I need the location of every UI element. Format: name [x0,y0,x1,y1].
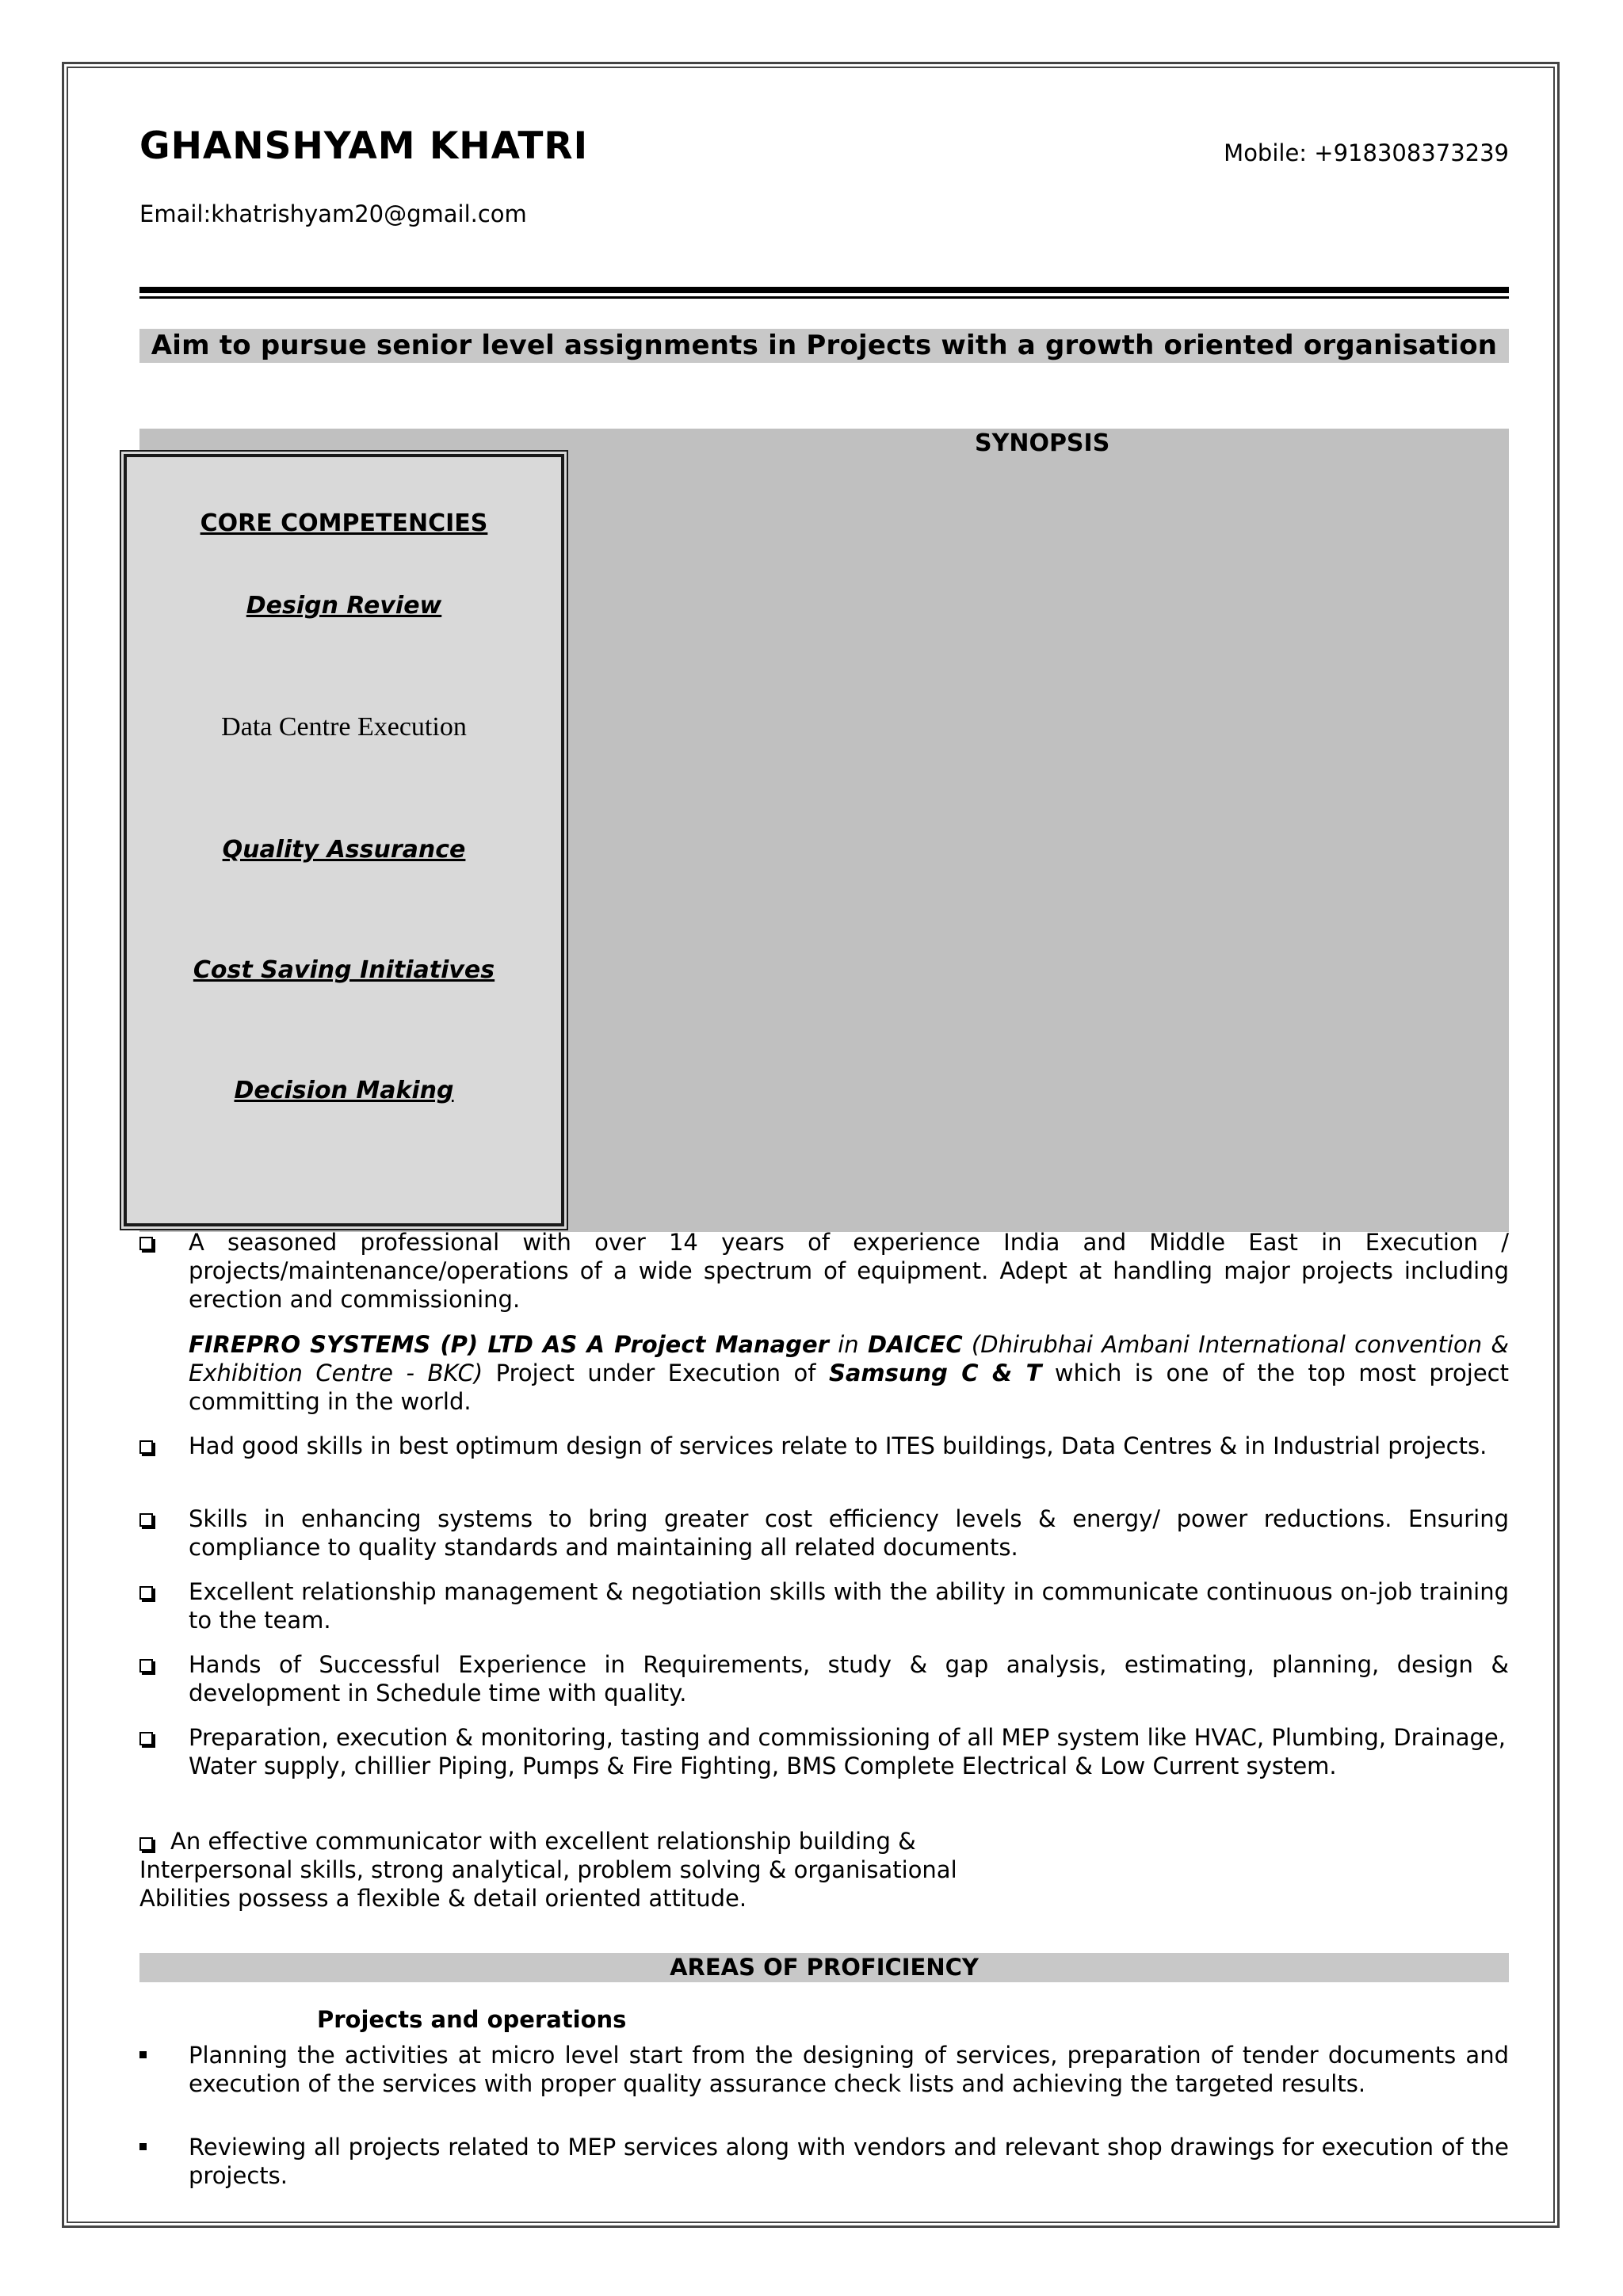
proficiency-banner: AREAS OF PROFICIENCY [139,1953,1509,1982]
competency-item: Design Review [246,592,442,620]
core-competencies-box [124,454,564,1226]
firepro-client: DAICEC [867,1331,963,1358]
header-rule-thin [139,296,1509,299]
firepro-contractor: Samsung C & T [828,1360,1042,1386]
synopsis-point-text: Hands of Successful Experience in Requirements, study & gap analysis, estimating, planning, design & development in Schedule time with quality. [189,1651,1509,1707]
candidate-name: GHANSHYAM KHATRI [139,124,589,168]
checkbox-bullet-icon [139,1513,153,1527]
square-bullet-icon [139,2051,147,2058]
synopsis-point-text: Skills in enhancing systems to bring greater cost efficiency levels & energy/ power reductions. Ensuring compliance to quality standards and maintaining all related documents. [189,1505,1509,1561]
mobile-number: Mobile: +918308373239 [1224,139,1509,166]
firepro-paragraph [189,1330,1509,1416]
core-competencies-title: CORE COMPETENCIES [200,509,488,537]
synopsis-point-text: A seasoned professional with over 14 years of experience India and Middle East in Execution / projects/maintenance/operations of a wide spectrum of equipment. Adept at handling major projects including erection and commissioning. [189,1229,1509,1313]
synopsis-title: SYNOPSIS [975,429,1110,457]
proficiency-item [139,2133,1509,2190]
firepro-tail: which is one of the top most project committing in the world. [189,1360,1509,1415]
synopsis-point [139,1577,1509,1634]
communicator-line: An effective communicator with excellent relationship building & [170,1828,916,1855]
synopsis-point-text: Excellent relationship management & negotiation skills with the ability in communicate continuous on-job training to the team. [189,1578,1509,1634]
header-rule-thick [139,287,1509,293]
competency-item: Data Centre Execution [221,712,467,742]
firepro-client-full: (Dhirubhai Ambani International convention & Exhibition Centre - BKC) [189,1331,1509,1386]
communicator-paragraph [139,1827,1509,1913]
synopsis-point [139,1432,1509,1460]
synopsis-point-text: Preparation, execution & monitoring, tasting and commissioning of all MEP system like HVAC, Plumbing, Drainage, Water supply, chillier Piping, Pumps & Fire Fighting, BMS Complete Electrical & Low Current system. [189,1724,1506,1779]
objective-banner: Aim to pursue senior level assignments in Projects with a growth oriented organisation [139,329,1509,363]
checkbox-bullet-icon [139,1440,153,1454]
firepro-in: in [828,1331,868,1358]
competency-item: Decision Making [234,1077,454,1104]
firepro-company: FIREPRO SYSTEMS (P) LTD AS A Project Manager [189,1331,829,1358]
checkbox-bullet-icon [139,1237,153,1250]
competency-item: Cost Saving Initiatives [193,956,495,984]
competency-item: Quality Assurance [222,836,466,864]
firepro-mid: Project under Execution of [483,1360,829,1386]
checkbox-bullet-icon [139,1659,153,1672]
synopsis-point-text: Had good skills in best optimum design of services relate to ITES buildings, Data Centres & in Industrial projects. [189,1432,1487,1459]
proficiency-subheading: Projects and operations [317,2006,627,2033]
communicator-line: Interpersonal skills, strong analytical, problem solving & organisational [139,1856,957,1883]
synopsis-point [139,1228,1509,1314]
proficiency-item-text: Planning the activities at micro level start from the designing of services, preparation of tender documents and execution of the services with proper quality assurance check lists and achieving the targeted results. [189,2042,1509,2097]
synopsis-point [139,1505,1509,1562]
checkbox-bullet-icon [139,1837,153,1851]
proficiency-item-text: Reviewing all projects related to MEP services along with vendors and relevant shop drawings for execution of the projects. [189,2134,1509,2189]
communicator-line: Abilities possess a flexible & detail oriented attitude. [139,1885,747,1912]
checkbox-bullet-icon [139,1586,153,1600]
square-bullet-icon [139,2143,147,2150]
synopsis-point [139,1650,1509,1707]
proficiency-item [139,2041,1509,2098]
checkbox-bullet-icon [139,1732,153,1745]
synopsis-point [139,1723,1509,1780]
email-address: Email:khatrishyam20@gmail.com [139,200,527,227]
